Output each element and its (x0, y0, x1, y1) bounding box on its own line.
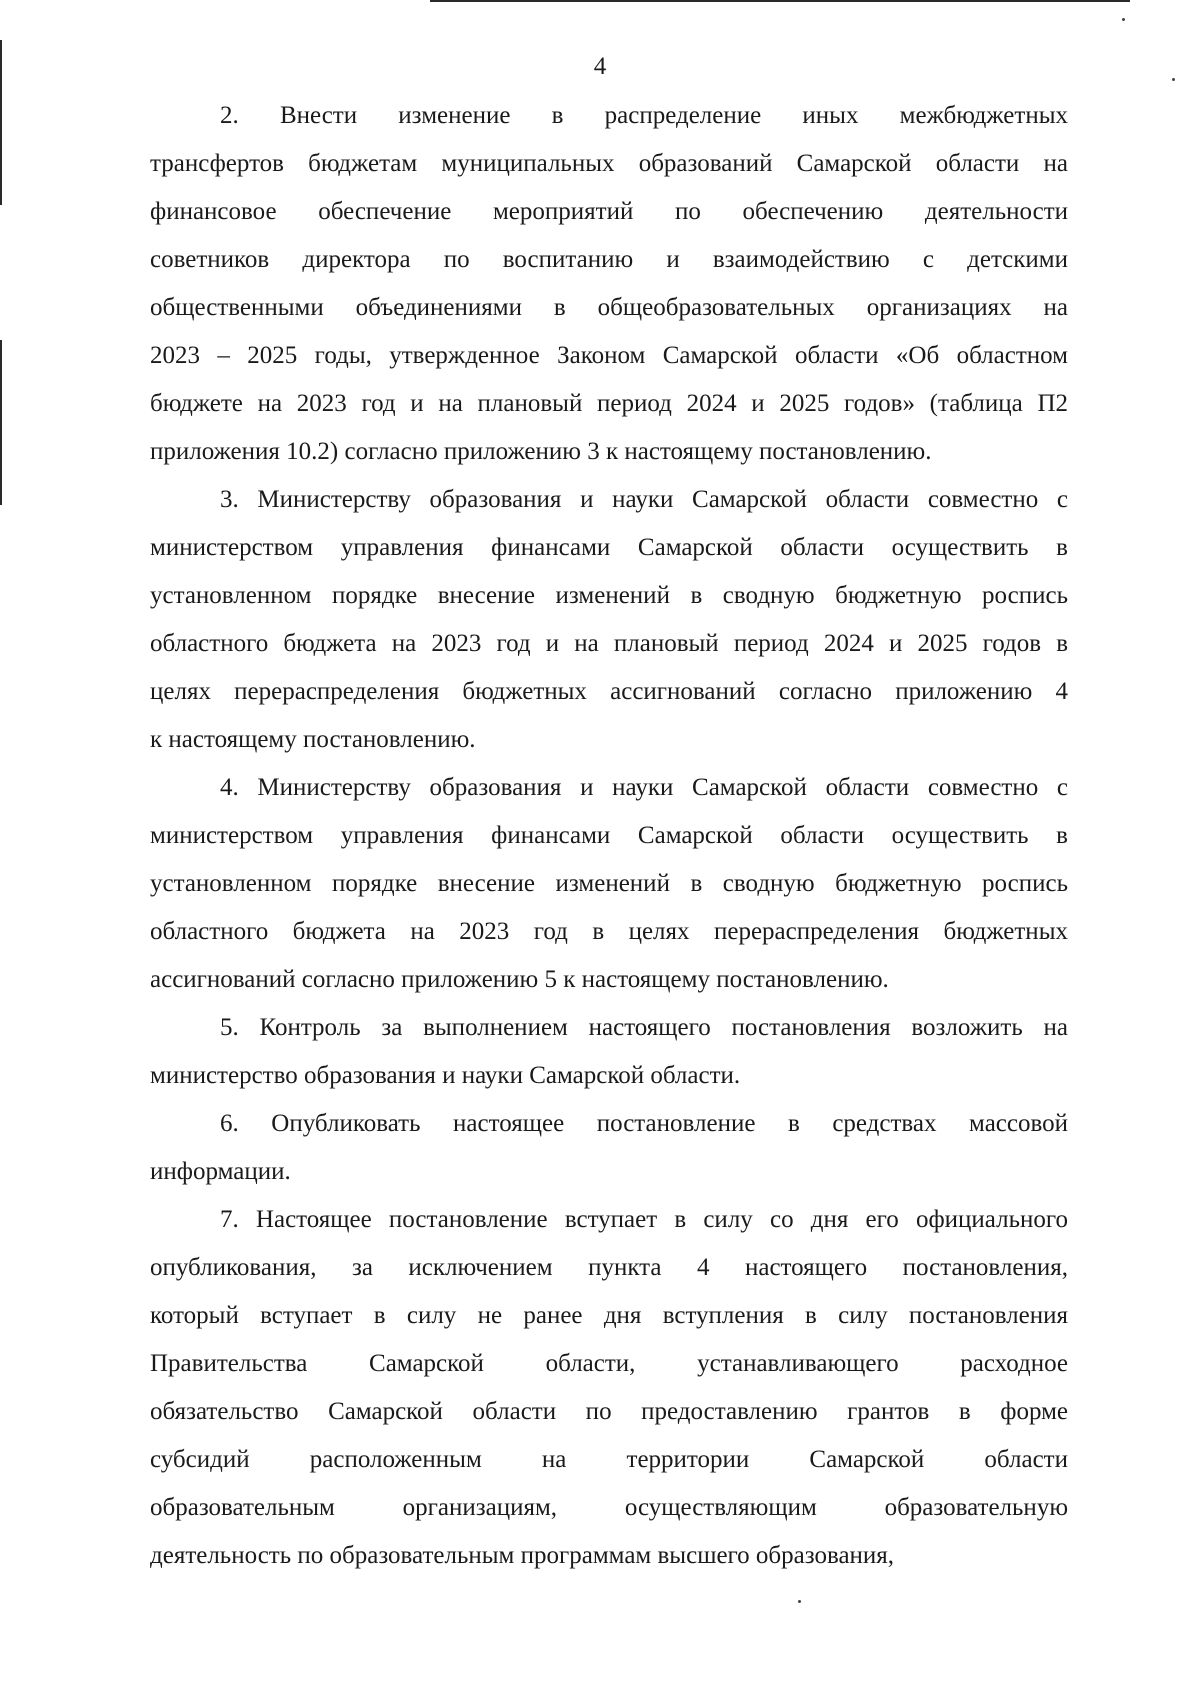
text-line: 4. Министерству образования и науки Самарской области совместно с (220, 774, 1068, 801)
text-line: ассигнований согласно приложению 5 к настоящему постановлению. (150, 966, 889, 993)
text-line: обязательство Самарской области по предоставлению грантов в форме (150, 1398, 1068, 1425)
text-line: областного бюджета на 2023 год в целях перераспределения бюджетных (150, 918, 1068, 945)
text-line: деятельность по образовательным программам высшего образования, (150, 1542, 895, 1569)
paragraph-p2 (150, 92, 1068, 476)
text-line: информации. (150, 1158, 291, 1185)
paragraph-p3 (150, 476, 1068, 764)
text-line: министерство образования и науки Самарской области. (150, 1062, 741, 1089)
paragraph-p4 (150, 764, 1068, 1004)
scan-left-edge-mark (0, 340, 2, 505)
text-line: установленном порядке внесение изменений в сводную бюджетную роспись (150, 870, 1068, 897)
text-line: приложения 10.2) согласно приложению 3 к настоящему постановлению. (150, 438, 932, 465)
text-line: 2. Внести изменение в распределение иных межбюджетных (220, 102, 1068, 129)
text-line: опубликования, за исключением пункта 4 настоящего постановления, (150, 1254, 1068, 1281)
text-line: Правительства Самарской области, устанавливающего расходное (150, 1350, 1068, 1377)
document-body (150, 92, 1068, 1580)
page-number: 4 (593, 53, 607, 80)
text-line: общественными объединениями в общеобразовательных организациях на (150, 294, 1068, 321)
text-line: который вступает в силу не ранее дня вступления в силу постановления (150, 1302, 1068, 1329)
text-line: 3. Министерству образования и науки Самарской области совместно с (220, 486, 1068, 513)
text-line: областного бюджета на 2023 год и на плановый период 2024 и 2025 годов в (150, 630, 1068, 657)
text-line: целях перераспределения бюджетных ассигнований согласно приложению 4 (150, 678, 1068, 705)
text-line: финансовое обеспечение мероприятий по обеспечению деятельности (150, 198, 1068, 225)
text-line: 6. Опубликовать настоящее постановление в средствах массовой (220, 1110, 1068, 1137)
text-line: к настоящему постановлению. (150, 726, 476, 753)
text-line: 2023 – 2025 годы, утвержденное Законом Самарской области «Об областном (150, 342, 1068, 369)
scan-top-rule (430, 0, 1130, 2)
paragraph-p6 (150, 1100, 1068, 1196)
paragraph-p5 (150, 1004, 1068, 1100)
text-line: бюджете на 2023 год и на плановый период 2024 и 2025 годов» (таблица П2 (150, 390, 1068, 417)
paragraph-p7 (150, 1196, 1068, 1580)
text-line: образовательным организациям, осуществляющим образовательную (150, 1494, 1068, 1521)
text-line: установленном порядке внесение изменений в сводную бюджетную роспись (150, 582, 1068, 609)
text-line: советников директора по воспитанию и взаимодействию с детскими (150, 246, 1068, 273)
text-line: 5. Контроль за выполнением настоящего постановления возложить на (220, 1014, 1068, 1041)
text-line: трансфертов бюджетам муниципальных образований Самарской области на (150, 150, 1068, 177)
text-line: 7. Настоящее постановление вступает в силу со дня его официального (220, 1206, 1068, 1233)
scan-speck (798, 1600, 801, 1603)
text-line: министерством управления финансами Самарской области осуществить в (150, 534, 1068, 561)
text-line: министерством управления финансами Самарской области осуществить в (150, 822, 1068, 849)
scan-speck (1122, 18, 1125, 21)
text-line: субсидий расположенным на территории Самарской области (150, 1446, 1068, 1473)
